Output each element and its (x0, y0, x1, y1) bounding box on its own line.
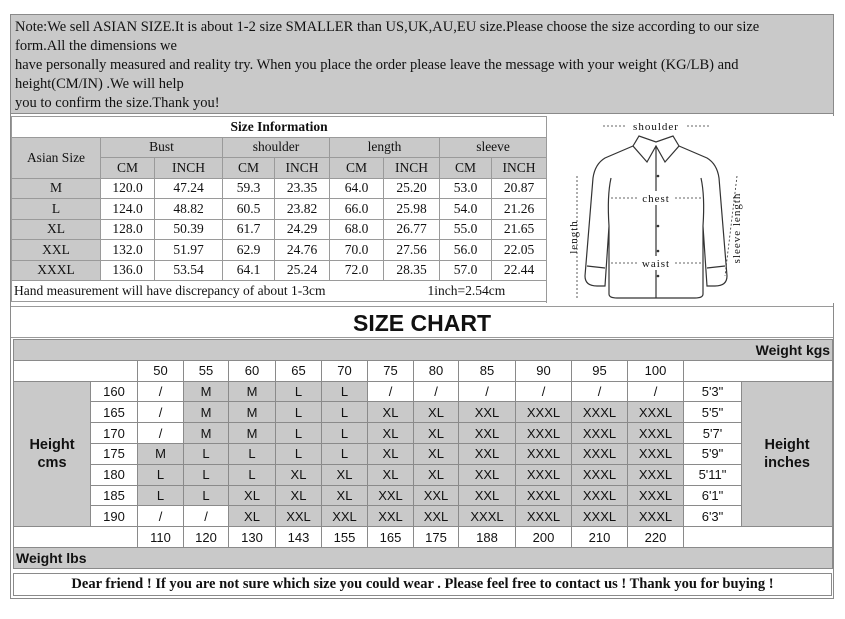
size-cell: XXXL (628, 402, 684, 423)
measurement-note: Hand measurement will have discrepancy of about 1-3cm (14, 282, 326, 298)
weight-lb-cell: 155 (322, 527, 368, 548)
size-cell: XXXL (516, 402, 572, 423)
size-cell: XXL (368, 506, 414, 527)
size-cell: L (322, 443, 368, 464)
asian-size-cell: M (12, 178, 101, 199)
size-cell: XXXL (572, 423, 628, 444)
measurement-cell: 61.7 (223, 219, 275, 240)
size-cell: XL (229, 485, 276, 506)
contact-footer: Dear friend ! If you are not sure which size you could wear . Please feel free to contact us ! Thank you for buying ! (13, 573, 832, 596)
size-cell: XL (414, 423, 459, 444)
size-cell: / (138, 381, 184, 402)
measurement-cell: 47.24 (155, 178, 223, 199)
size-cell: L (322, 402, 368, 423)
size-cell: M (229, 423, 276, 444)
measurement-cell: 55.0 (440, 219, 492, 240)
weight-kg-cell: 85 (459, 360, 516, 381)
asian-size-cell: XXXL (12, 260, 101, 281)
weight-kg-cell: 50 (138, 360, 184, 381)
height-cm-cell: 190 (91, 506, 138, 527)
size-cell: L (322, 423, 368, 444)
measurement-cell: 53.54 (155, 260, 223, 281)
weight-lb-cell: 175 (414, 527, 459, 548)
measurement-cell: 59.3 (223, 178, 275, 199)
height-row (14, 402, 833, 423)
height-inch-cell: 5'3" (684, 381, 742, 402)
measurement-cell: 48.82 (155, 199, 223, 220)
height-row (14, 381, 833, 402)
size-cell: M (184, 402, 229, 423)
asian-size-cell: XL (12, 219, 101, 240)
bust-header: Bust (101, 137, 223, 158)
size-cell: L (276, 423, 322, 444)
size-cell: / (628, 381, 684, 402)
size-cell: XL (368, 423, 414, 444)
measurement-cell: 60.5 (223, 199, 275, 220)
size-cell: XL (322, 464, 368, 485)
measurement-cell: 21.26 (492, 199, 547, 220)
measurement-cell: 22.44 (492, 260, 547, 281)
measurement-cell: 136.0 (101, 260, 155, 281)
size-cell: XXL (322, 506, 368, 527)
measurement-cell: 68.0 (330, 219, 384, 240)
shoulder-label: shoulder (633, 121, 679, 133)
size-cell: XXXL (516, 506, 572, 527)
weight-kg-cell: 100 (628, 360, 684, 381)
size-cell: XXXL (516, 464, 572, 485)
size-cell: XL (414, 443, 459, 464)
size-cell: XXL (459, 464, 516, 485)
measurement-cell: 28.35 (384, 260, 440, 281)
height-inch-cell: 5'11" (684, 464, 742, 485)
unit-header: INCH (384, 158, 440, 179)
height-cm-cell: 160 (91, 381, 138, 402)
corner-cell (14, 360, 138, 381)
measurement-cell: 25.98 (384, 199, 440, 220)
measurement-cell: 23.35 (275, 178, 330, 199)
size-cell: M (184, 381, 229, 402)
size-cell: XL (368, 443, 414, 464)
measurement-cell: 128.0 (101, 219, 155, 240)
measurement-cell: 64.1 (223, 260, 275, 281)
measurement-cell: 22.05 (492, 240, 547, 261)
unit-header: CM (440, 158, 492, 179)
size-cell: / (368, 381, 414, 402)
measurement-cell: 25.20 (384, 178, 440, 199)
measurement-cell: 25.24 (275, 260, 330, 281)
measurement-cell: 56.0 (440, 240, 492, 261)
size-cell: XL (322, 485, 368, 506)
height-inch-cell: 5'7' (684, 423, 742, 444)
unit-header: CM (330, 158, 384, 179)
size-cell: / (138, 423, 184, 444)
unit-header: INCH (492, 158, 547, 179)
asian-size-header: Asian Size (12, 137, 101, 178)
size-cell: XXXL (572, 506, 628, 527)
size-cell: L (276, 402, 322, 423)
size-cell: M (138, 443, 184, 464)
size-chart-rows (14, 360, 833, 547)
measurement-cell: 132.0 (101, 240, 155, 261)
size-cell: / (138, 402, 184, 423)
weight-lb-cell: 220 (628, 527, 684, 548)
size-info-row (12, 260, 547, 281)
height-cm-cell: 175 (91, 443, 138, 464)
size-cell: XXXL (628, 443, 684, 464)
size-cell: L (138, 485, 184, 506)
size-cell: L (229, 464, 276, 485)
asian-size-cell: XXL (12, 240, 101, 261)
size-cell: XL (414, 402, 459, 423)
corner-cell (684, 527, 833, 548)
measurement-cell: 20.87 (492, 178, 547, 199)
waist-label: waist (641, 258, 671, 270)
weight-lb-cell: 130 (229, 527, 276, 548)
sleeve-header: sleeve (440, 137, 547, 158)
size-cell: XXXL (628, 464, 684, 485)
size-info-row (12, 240, 547, 261)
size-cell: XXXL (572, 464, 628, 485)
chest-label: chest (642, 193, 670, 205)
height-row (14, 506, 833, 527)
sleeve-length-label: sleeve length (731, 192, 743, 264)
weight-kg-cell: 55 (184, 360, 229, 381)
height-inch-cell: 5'9" (684, 443, 742, 464)
measurement-cell: 26.77 (384, 219, 440, 240)
size-cell: XXL (459, 402, 516, 423)
size-cell: L (138, 464, 184, 485)
unit-header: CM (223, 158, 275, 179)
weight-lb-cell: 210 (572, 527, 628, 548)
weight-lb-cell: 200 (516, 527, 572, 548)
size-cell: L (184, 485, 229, 506)
size-cell: XXL (459, 485, 516, 506)
size-cell: XL (368, 402, 414, 423)
size-cell: XXXL (572, 485, 628, 506)
size-information-table (11, 116, 547, 302)
size-cell: XL (368, 464, 414, 485)
measurement-cell: 70.0 (330, 240, 384, 261)
size-cell: M (229, 381, 276, 402)
unit-header: INCH (275, 158, 330, 179)
size-cell: / (459, 381, 516, 402)
measurement-cell: 50.39 (155, 219, 223, 240)
size-info-row (12, 199, 547, 220)
note-line: height(CM/IN) .We will help (15, 76, 184, 92)
size-cell: XXXL (572, 402, 628, 423)
measurement-cell: 120.0 (101, 178, 155, 199)
height-cms-label: Height cms (14, 381, 91, 527)
measurement-cell: 54.0 (440, 199, 492, 220)
weight-lb-cell: 143 (276, 527, 322, 548)
measurement-cell: 23.82 (275, 199, 330, 220)
size-info-row (12, 219, 547, 240)
height-cm-cell: 185 (91, 485, 138, 506)
measurement-cell: 72.0 (330, 260, 384, 281)
height-row (14, 423, 833, 444)
measurement-cell: 24.76 (275, 240, 330, 261)
shirt-illustration (547, 116, 834, 303)
note-line: form.All the dimensions we (15, 38, 177, 54)
size-cell: XL (229, 506, 276, 527)
size-cell: L (276, 443, 322, 464)
size-cell: / (138, 506, 184, 527)
weight-kg-cell: 80 (414, 360, 459, 381)
size-cell: / (184, 506, 229, 527)
weight-lbs-header: Weight lbs (14, 547, 833, 568)
height-row (14, 485, 833, 506)
size-cell: XL (414, 464, 459, 485)
measurement-cell: 64.0 (330, 178, 384, 199)
inch-conversion: 1inch=2.54cm (427, 282, 506, 298)
size-cell: XXL (368, 485, 414, 506)
measurement-cell: 66.0 (330, 199, 384, 220)
weight-kg-cell: 65 (276, 360, 322, 381)
size-info-row (12, 178, 547, 199)
size-cell: M (184, 423, 229, 444)
weight-kg-cell: 70 (322, 360, 368, 381)
weight-kgs-header: Weight kgs (14, 340, 833, 361)
height-cm-cell: 165 (91, 402, 138, 423)
measurement-cell: 24.29 (275, 219, 330, 240)
size-cell: XXXL (572, 443, 628, 464)
shirt-diagram (546, 116, 834, 303)
measurement-cell: 124.0 (101, 199, 155, 220)
size-cell: XL (276, 464, 322, 485)
size-cell: XL (276, 485, 322, 506)
length-label: length (568, 220, 580, 254)
size-cell: L (184, 464, 229, 485)
weight-kg-row (14, 360, 833, 381)
size-cell: XXXL (459, 506, 516, 527)
size-info-footer (12, 281, 547, 302)
size-cell: XXL (459, 443, 516, 464)
size-cell: M (229, 402, 276, 423)
size-cell: XXXL (628, 423, 684, 444)
height-cm-cell: 170 (91, 423, 138, 444)
unit-header: INCH (155, 158, 223, 179)
note-line: Note:We sell ASIAN SIZE.It is about 1-2 size SMALLER than US,UK,AU,EU size.Please choose the size according to our size (15, 19, 760, 35)
size-info-title: Size Information (12, 117, 547, 138)
measurement-cell: 62.9 (223, 240, 275, 261)
weight-kg-cell: 90 (516, 360, 572, 381)
weight-lb-row (14, 527, 833, 548)
weight-kg-cell: 95 (572, 360, 628, 381)
height-inch-cell: 5'5" (684, 402, 742, 423)
size-cell: XXXL (516, 443, 572, 464)
weight-kg-cell: 60 (229, 360, 276, 381)
height-row (14, 464, 833, 485)
height-cm-cell: 180 (91, 464, 138, 485)
size-cell: / (572, 381, 628, 402)
size-info-rows (12, 178, 547, 281)
size-cell: XXXL (516, 485, 572, 506)
size-cell: XXXL (628, 506, 684, 527)
weight-lb-cell: 110 (138, 527, 184, 548)
note-line: have personally measured and reality try. When you place the order please leave the message with your weight (KG/LB) and (15, 57, 739, 73)
size-cell: L (184, 443, 229, 464)
measurement-cell: 57.0 (440, 260, 492, 281)
size-chart-title: SIZE CHART (11, 306, 833, 338)
size-cell: XXL (414, 506, 459, 527)
size-note (11, 15, 833, 114)
length-header: length (330, 137, 440, 158)
size-cell: L (276, 381, 322, 402)
height-inch-cell: 6'3" (684, 506, 742, 527)
height-row (14, 443, 833, 464)
weight-lb-cell: 165 (368, 527, 414, 548)
size-cell: XXXL (516, 423, 572, 444)
note-line: you to confirm the size.Thank you! (15, 95, 220, 111)
size-cell: L (229, 443, 276, 464)
shoulder-header: shoulder (223, 137, 330, 158)
height-inches-label: Height inches (742, 381, 833, 527)
corner-cell (14, 527, 138, 548)
weight-lb-cell: 188 (459, 527, 516, 548)
height-inch-cell: 6'1" (684, 485, 742, 506)
measurement-cell: 51.97 (155, 240, 223, 261)
unit-header: CM (101, 158, 155, 179)
measurement-cell: 53.0 (440, 178, 492, 199)
size-chart-table (13, 339, 833, 569)
size-cell: / (414, 381, 459, 402)
asian-size-cell: L (12, 199, 101, 220)
size-cell: XXL (276, 506, 322, 527)
size-cell: XXL (414, 485, 459, 506)
size-cell: XXL (459, 423, 516, 444)
size-cell: / (516, 381, 572, 402)
corner-cell (684, 360, 833, 381)
weight-lb-cell: 120 (184, 527, 229, 548)
weight-kg-cell: 75 (368, 360, 414, 381)
measurement-cell: 27.56 (384, 240, 440, 261)
measurement-cell: 21.65 (492, 219, 547, 240)
size-cell: L (322, 381, 368, 402)
size-cell: XXXL (628, 485, 684, 506)
